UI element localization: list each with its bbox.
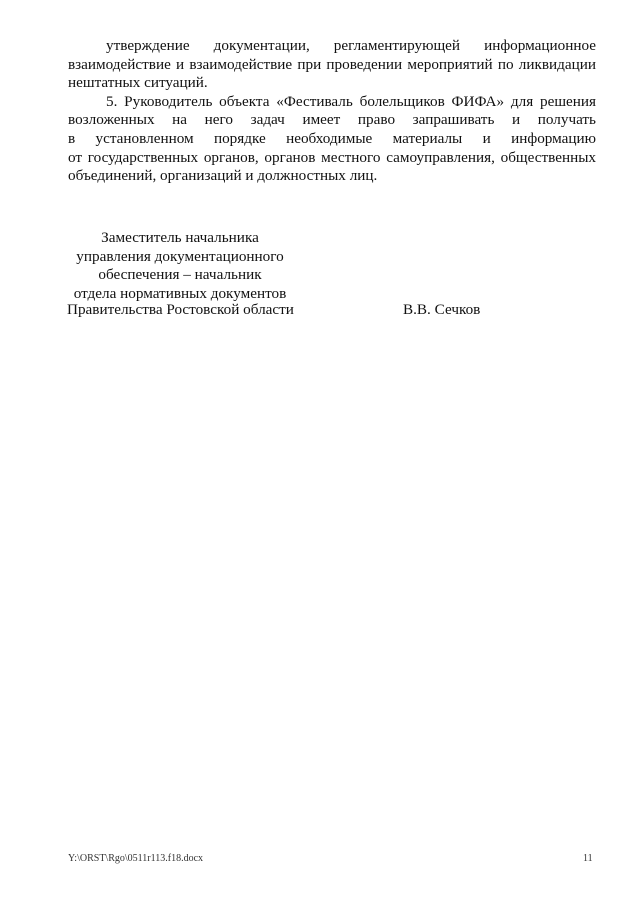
paragraph-line: взаимодействие и взаимодействие при проведении мероприятий по ликвидации [68,55,596,73]
signatory-name: В.В. Сечков [403,301,481,318]
signature-title-line: отдела нормативных документов [73,284,287,302]
page-number: 11 [583,853,593,864]
footer-file-path: Y:\ORST\Rgo\0511r113.f18.docx [68,853,204,864]
paragraph-line: возложенных на него задач имеет право запрашивать и получать [68,111,596,129]
signature-title [60,229,300,303]
paragraph-line: от государственных органов, органов местного самоуправления, общественных [68,148,596,166]
document-body [68,37,596,186]
paragraph-line: 5. Руководитель объекта «Фестиваль болельщиков ФИФА» для решения [106,92,596,110]
signature-title-line: обеспечения – начальник [98,266,262,284]
signature-title-line: Заместитель начальника [101,229,259,246]
paragraph-line: в установленном порядке необходимые материалы и информацию [68,129,596,147]
signature-title-line: управления документационного [76,247,284,265]
paragraph-line: объединений, организаций и должностных лиц. [68,167,378,185]
paragraph-line: нештатных ситуаций. [68,74,208,92]
paragraph-line: утверждение документации, регламентирующей информационное [106,37,596,54]
signature-organization: Правительства Ростовской области [67,301,294,318]
